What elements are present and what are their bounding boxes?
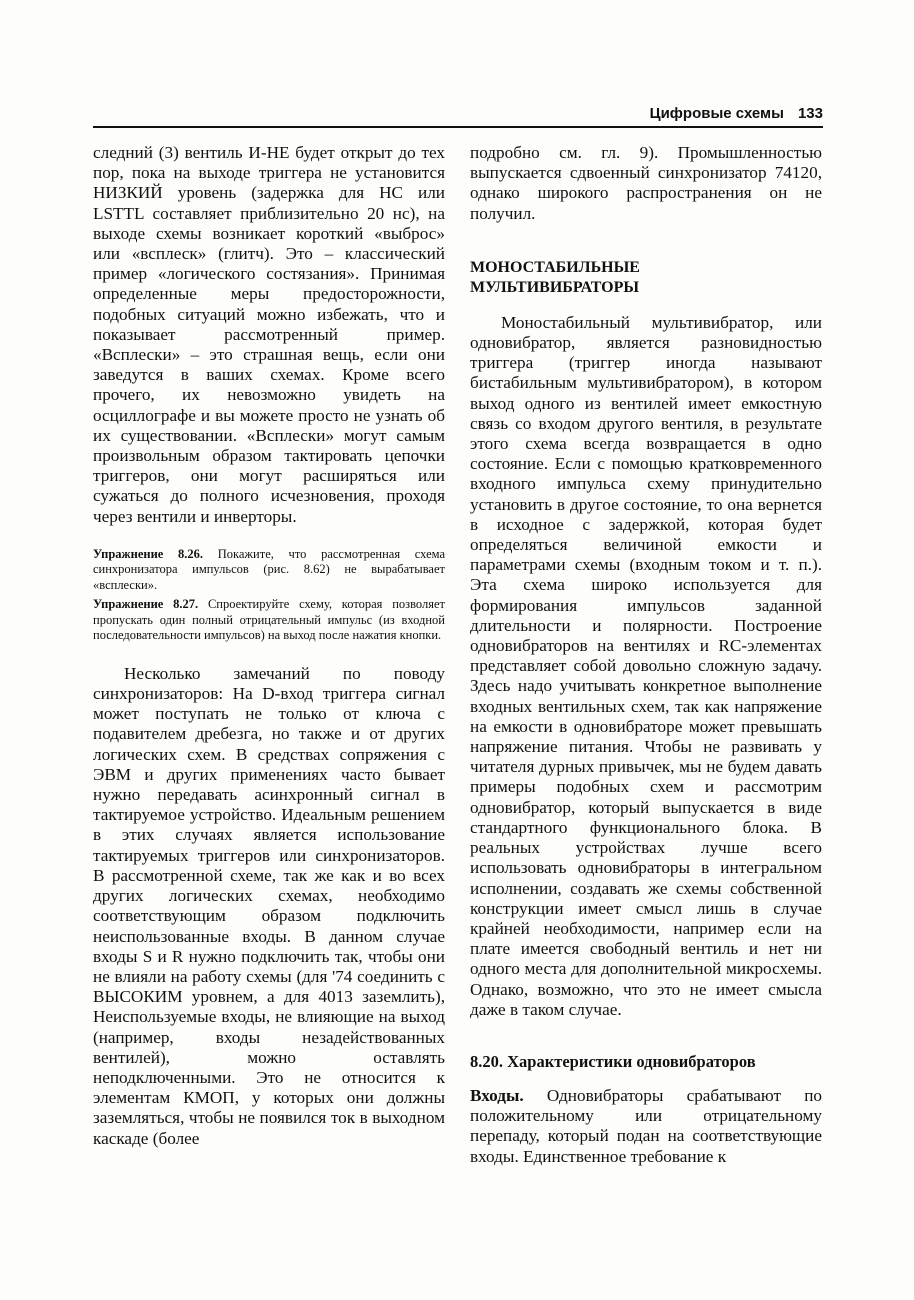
exercise-text: Спроектируйте схему, которая позволяет пропускать один полный отрицательный импульс (из входной последовательности импульсов) на выход после нажатия кнопки. [93, 597, 446, 643]
exercise-8-26 [93, 547, 445, 594]
left-column [93, 143, 445, 1149]
right-column [470, 143, 822, 1167]
exercise-label: Упражнение 8.26. [93, 546, 204, 561]
left-paragraph-1: следний (3) вентиль И-НЕ будет открыт до тех пор, пока на выходе триггера не установится НИЗКИЙ уровень (задержка для НС или LSTTL составляет приблизительно 20 нс), на выходе схемы возникает короткий «выброс» или «всплеск» (глитч). Это – классический пример «логического состязания». Принимая определенные меры предосторожности, подобных ситуаций можно избежать, что и показывает рассмотренный пример. «Всплески» – это страшная вещь, если они заведутся в ваших схемах. Кроме всего прочего, их невозможно увидеть на осциллографе и вы можете просто не узнать об их существовании. «Всплески» могут самым произвольным образом тактировать цепочки триггеров, они могут расширяться или сужаться до полного исчезновения, проходя через вентили и инверторы. [93, 143, 445, 526]
right-paragraph-1: подробно см. гл. 9). Промышленностью выпускается сдвоенный синхронизатор 74120, однако широкого распространения он не получил. [470, 143, 822, 223]
section-heading: МОНОСТАБИЛЬНЫЕ МУЛЬТИВИБРАТОРЫ [470, 258, 640, 296]
right-paragraph-2: Моностабильный мультивибратор, или одновибратор, является разновидностью триггера (триггер иногда называют бистабильным мультивибратором), в котором выход одного из вентилей имеет емкостную связь со входом другого вентиля, в результате этого схема всегда возвращается в одно состояние. Если с помощью кратковременного входного импульса схему принудительно установить в другое состояние, то она вернется в исходное с задержкой, которая будет определяться величиной емкости и параметрами схемы (входным током и т. п.). Эта схема широко используется для формирования импульсов заданной длительности и полярности. Построение одновибраторов на вентилях и RC-элементах представляет собой довольно сложную задачу. Здесь надо учитывать конкретное выполнение входных вентильных схем, так как напряжение на емкости в одновибраторе может превышать напряжение питания. Чтобы не развивать у читателя дурных привычек, мы не будем давать примеры подобных схем и рассмотрим одновибратор, который выпускается в виде стандартного функционального блока. В реальных устройствах лучше всего использовать одновибраторы в интегральном исполнении, создавать же схемы собственной конструкции имеет смысл лишь в случае крайней необходимости, например если на плате имеется свободный вентиль и нет ни одного места для дополнительной микросхемы. Однако, возможно, что это не имеет смысла даже в таком случае. [470, 312, 822, 1019]
exercise-8-27 [93, 597, 445, 644]
exercise-label: Упражнение 8.27. [93, 597, 199, 612]
page-number: 133 [797, 105, 823, 122]
right-paragraph-3-text: Одновибраторы срабатывают по положительному или отрицательному перепаду, который подан на соответствующие входы. Единственное требование к [470, 1085, 822, 1166]
running-header-title: Цифровые схемы [649, 105, 784, 122]
exercise-text: Покажите, что рассмотренная схема синхронизатора импульсов (рис. 8.62) не вырабатывает «всплески». [93, 546, 445, 592]
paragraph-lead: Входы. [470, 1085, 524, 1105]
subsection-title: 8.20. Характеристики одновибраторов [470, 1051, 756, 1071]
running-header [93, 104, 823, 128]
left-paragraph-2: Несколько замечаний по поводу синхронизаторов: На D-вход триггера сигнал может поступать не только от ключа с подавителем дребезга, но также и от других логических схем. В средствах сопряжения с ЭВМ и других применениях часто бывает нужно передавать асинхронный сигнал в тактируемое устройство. Идеальным решением в этих случаях является использование тактируемых триггеров или синхронизаторов. В рассмотренной схеме, так же как и во всех других логических схемах, необходимо соответствующим образом подключить неиспользованные входы. В данном случае входы S и R нужно подключить так, чтобы они не влияли на работу схемы (для '74 соединить с ВЫСОКИМ уровнем, а для 4013 заземлить), Неиспользуемые входы, не влияющие на выход (например, входы незадействованных вентилей), можно оставлять неподключенными. Это не относится к элементам КМОП, у которых они должны заземляться, чтобы не появился ток в выходном каскаде (более [93, 663, 445, 1148]
right-paragraph-3 [470, 1086, 822, 1167]
